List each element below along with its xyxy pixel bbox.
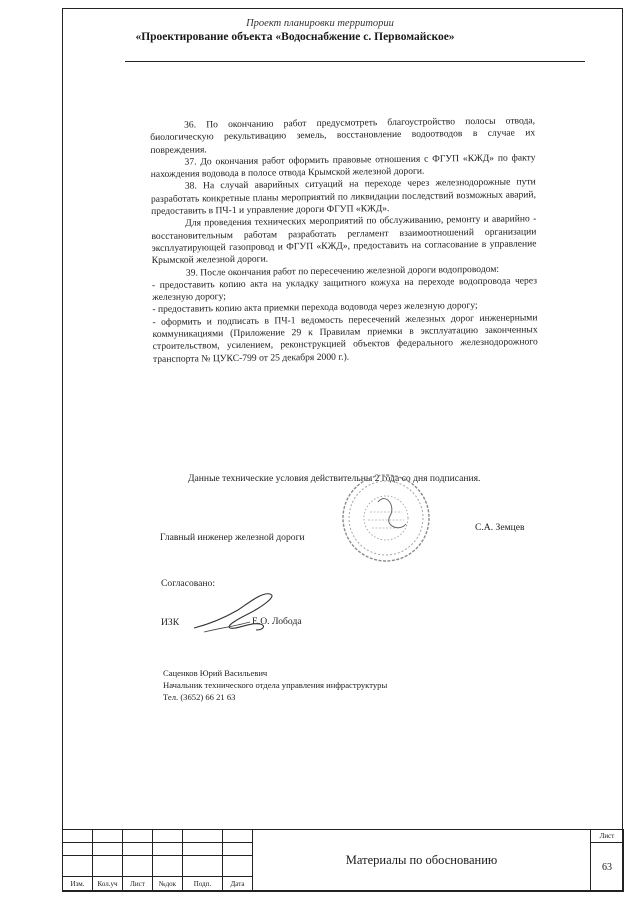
paragraph-36: 36. По окончанию работ предусмотреть благоустройство полосы отвода, биологическую рекультивацию земель, восстановление водоотводов в случае их повреждения. — [150, 115, 536, 156]
validity-note: Данные технические условия действительны 2 года со дня подписания. — [188, 473, 481, 484]
izk-label: ИЗК — [161, 617, 180, 628]
sheet-number: 63 — [591, 843, 624, 892]
contact-phone: Тел. (3652) 66 21 63 — [163, 692, 236, 702]
list-item-3: - оформить и подписать в ПЧ-1 ведомость пересечений железных дорог инженерными коммуникациями (Приложение 29 к Правилам приемки в эксплуатацию законченных строительством, усилением, реконструкцией объектов федерального железнодорожного транспорта № ЦУКС-799 от 25 декабря 2000 г.). — [152, 312, 538, 365]
tb-cell — [93, 856, 123, 877]
tb-cell — [93, 830, 123, 843]
agreed-label: Согласовано: — [161, 578, 216, 589]
header-subtitle: Проект планировки территории — [246, 18, 394, 29]
tb-col-izm: Изм. — [63, 877, 93, 892]
paragraph-service: Для проведения технических мероприятий по обслуживанию, ремонту и аварийно - восстановительным работам разработать регламент взаимоотношений организации эксплуатирующей газопровод и ФГУП «КЖД», предоставить на согласование в управление Крымской железной дороги. — [151, 213, 537, 267]
tb-cell — [63, 843, 93, 856]
tb-col-kol: Кол.уч — [93, 877, 123, 892]
tb-cell — [153, 856, 183, 877]
tb-cell — [123, 856, 153, 877]
header-title: «Проектирование объекта «Водоснабжение с. Первомайское» — [135, 31, 455, 43]
contact-position: Начальник технического отдела управления инфраструктуры — [163, 680, 388, 690]
scanned-body — [150, 115, 538, 366]
tb-cell — [153, 843, 183, 856]
tb-col-sign: Подп. — [183, 877, 223, 892]
chief-engineer-label: Главный инженер железной дороги — [160, 532, 305, 543]
tb-col-doc: №док — [153, 877, 183, 892]
contact-name: Саценков Юрий Васильевич — [163, 668, 268, 678]
paragraph-39: 39. После окончания работ по пересечению железной дороги водопроводом: — [185, 263, 500, 279]
paragraph-38: 38. На случай аварийных ситуаций на переходе через железнодорожные пути разработать конкретные планы мероприятий по ликвидации последствий возможных аварий, предоставить в ПЧ-1 и управление дороги ФГУП «КЖД». — [150, 176, 537, 218]
tb-cell — [183, 830, 223, 843]
tb-col-list: Лист — [123, 877, 153, 892]
tb-cell — [63, 830, 93, 843]
tb-cell — [93, 843, 123, 856]
tb-cell — [223, 843, 253, 856]
tb-cell — [223, 830, 253, 843]
tb-cell — [183, 843, 223, 856]
list-item-1: - предоставить копию акта на укладку защитного кожуха на переходе водопровода через железную дорогу; — [151, 275, 538, 304]
document-section-title: Материалы по обоснованию — [253, 830, 591, 892]
title-block — [62, 829, 624, 892]
tb-cell — [123, 843, 153, 856]
izk-name: Е.О. Лобода — [252, 616, 302, 627]
tb-cell — [223, 856, 253, 877]
chief-engineer-name: С.А. Земцев — [475, 522, 525, 533]
tb-cell — [183, 856, 223, 877]
list-item-2: - предоставить копию акта приемки перехода водовода через железную дорогу; — [152, 300, 478, 316]
sheet-label: Лист — [591, 830, 624, 843]
paragraph-37: 37. До окончания работ оформить правовые отношения с ФГУП «КЖД» по факту нахождения водовода в полосе отвода Крымской железной дороги. — [150, 152, 536, 181]
official-stamp — [340, 472, 432, 564]
tb-col-date: Дата — [223, 877, 253, 892]
handwritten-signature — [190, 588, 285, 634]
tb-cell — [63, 856, 93, 877]
tb-cell — [153, 830, 183, 843]
tb-cell — [123, 830, 153, 843]
header-rule — [125, 61, 585, 62]
